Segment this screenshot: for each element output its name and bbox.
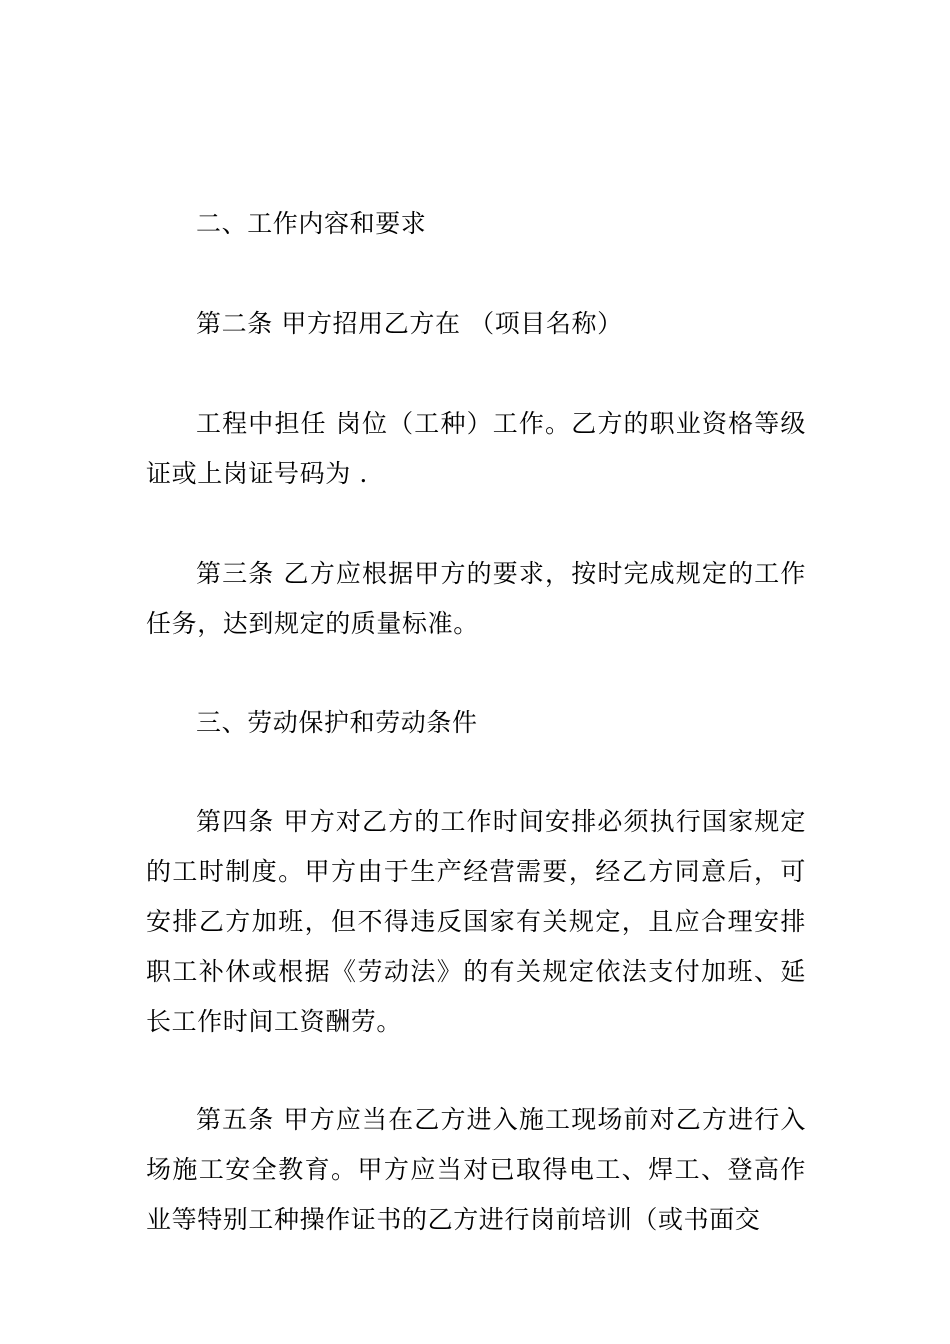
article-2-paragraph: 第二条 甲方招用乙方在 （项目名称） bbox=[196, 309, 623, 338]
article-3-paragraph: 第三条 乙方应根据甲方的要求，按时完成规定的工作任务，达到规定的质量标准。 bbox=[146, 559, 806, 638]
article-4-paragraph: 第四条 甲方对乙方的工作时间安排必须执行国家规定的工时制度。甲方由于生产经营需要，经乙方同意后，可安排乙方加班，但不得违反国家有关规定，且应合理安排职工补休或根据《劳动法》的有关规定依法支付加班、延长工作时间工资酬劳。 bbox=[146, 807, 806, 1036]
article-2-continuation-paragraph: 工程中担任 岗位（工种）工作。乙方的职业资格等级证或上岗证号码为 . bbox=[146, 409, 806, 488]
section-heading-work-content: 二、工作内容和要求 bbox=[196, 209, 427, 238]
article-5-paragraph: 第五条 甲方应当在乙方进入施工现场前对乙方进行入场施工安全教育。甲方应当对已取得电工、焊工、登高作业等特别工种操作证书的乙方进行岗前培训（或书面交 bbox=[146, 1105, 806, 1234]
section-heading-labor-protection: 三、劳动保护和劳动条件 bbox=[196, 708, 478, 737]
